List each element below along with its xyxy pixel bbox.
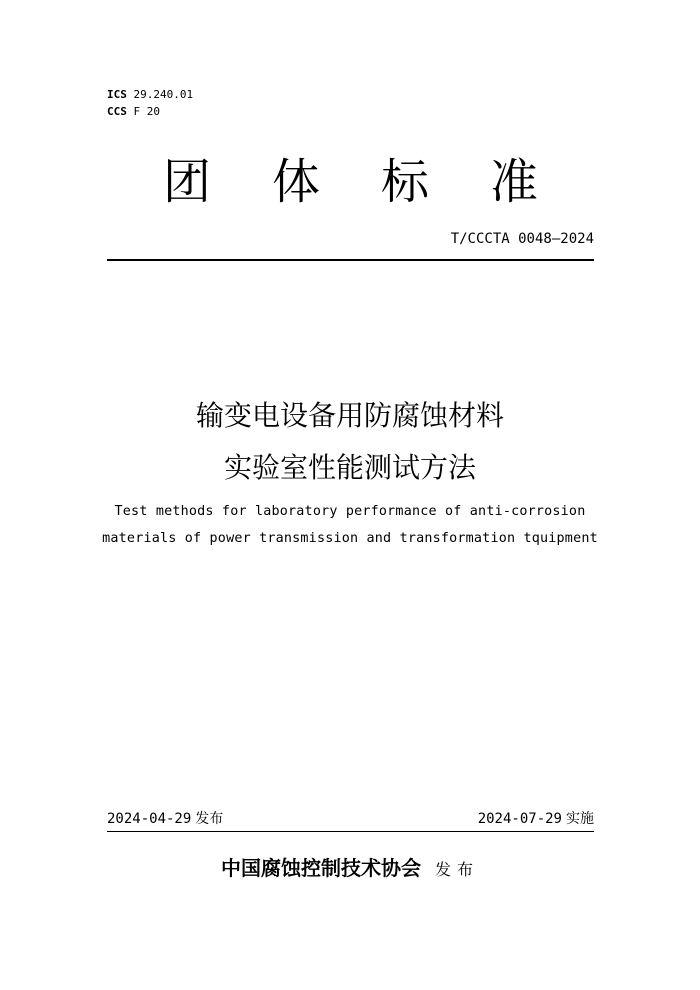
- issue-date-block: [107, 808, 223, 830]
- implement-label: 实施: [566, 811, 594, 827]
- english-title-line-2: materials of power transmission and transformation tquipment: [102, 531, 598, 546]
- ics-label: ICS: [107, 88, 127, 101]
- chinese-title-line-1: 输变电设备用防腐蚀材料: [195, 399, 504, 432]
- date-row: [107, 808, 594, 830]
- chinese-title: [0, 390, 700, 494]
- publisher-organization: 中国腐蚀控制技术协会: [220, 856, 421, 880]
- ics-value: 29.240.01: [133, 88, 194, 101]
- implement-date-block: [478, 808, 594, 830]
- english-title: [0, 498, 700, 552]
- ccs-value: F 20: [133, 105, 160, 118]
- heading-char-3: 标: [380, 154, 429, 210]
- issue-label: 发布: [195, 811, 224, 827]
- header-divider: [107, 259, 594, 261]
- ccs-code: [107, 103, 193, 120]
- chinese-title-line-2: 实验室性能测试方法: [223, 451, 476, 484]
- ics-code: [107, 86, 193, 103]
- implement-date: 2024-07-29: [477, 811, 562, 827]
- standard-type-heading: [107, 152, 594, 212]
- heading-char-1: 团: [163, 154, 212, 210]
- english-title-line-1: Test methods for laboratory performance of anti-corrosion: [114, 504, 586, 519]
- ccs-label: CCS: [107, 105, 127, 118]
- heading-char-2: 体: [271, 154, 320, 210]
- issue-date: 2024-04-29: [107, 811, 192, 827]
- heading-char-4: 准: [489, 154, 538, 210]
- classification-codes: [107, 86, 193, 120]
- standard-number: T/CCCTA 0048—2024: [450, 231, 594, 247]
- publisher-action: 发布: [434, 860, 479, 879]
- footer-divider: [107, 831, 594, 832]
- publisher-line: [0, 852, 700, 886]
